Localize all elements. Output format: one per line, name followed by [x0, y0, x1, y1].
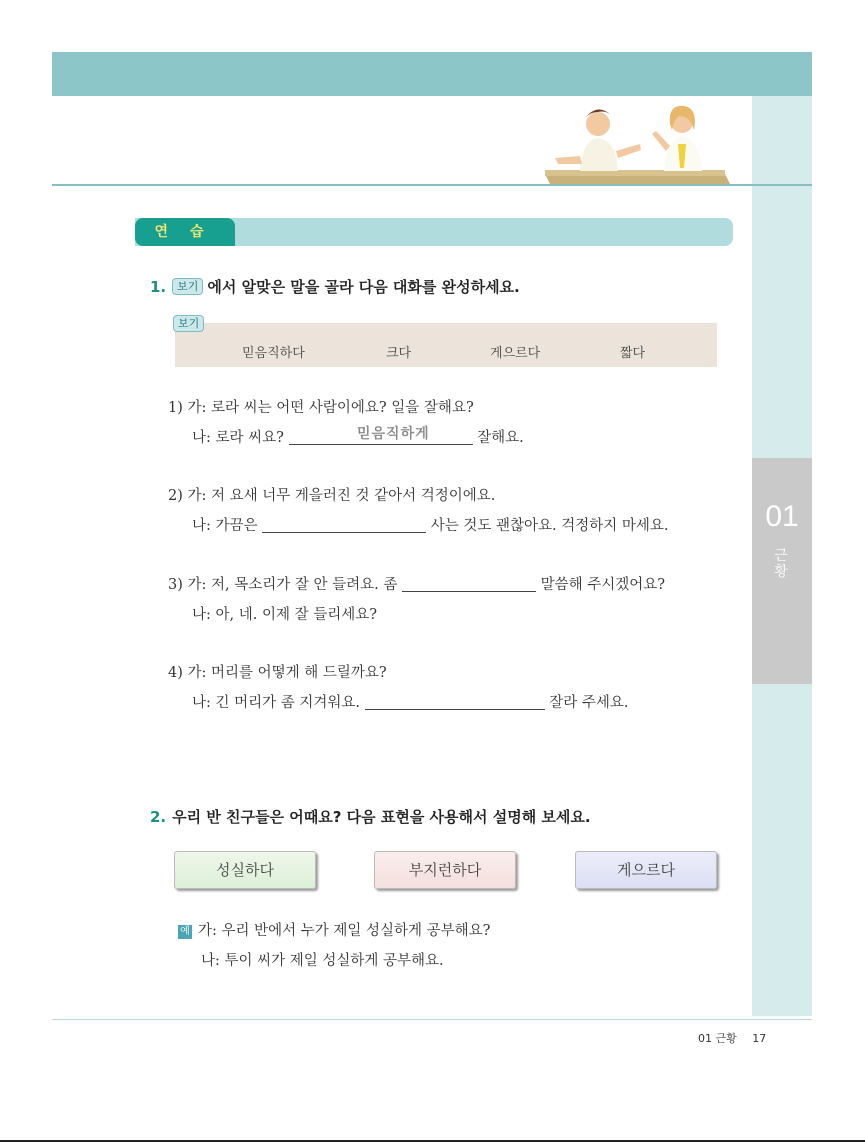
question-instruction: 에서 알맞은 말을 골라 다음 대화를 완성하세요. [207, 278, 520, 296]
expression-card[interactable]: 부지런하다 [374, 851, 516, 889]
speaker-label: 가: [198, 923, 217, 939]
speaker-label: 가: [187, 577, 207, 593]
page-number: 17 [752, 1032, 767, 1045]
example-box-tag-label: 보기 [173, 315, 204, 332]
speaker-label: 가: [187, 488, 207, 504]
conversation-illustration [540, 96, 740, 186]
dialogue-text: 잘해요. [477, 430, 524, 446]
item-number: 1) [168, 400, 183, 416]
dialogue-text: 아, 네. 이제 잘 들리세요? [215, 607, 378, 623]
speaker-label: 가: [187, 665, 207, 681]
example-word: 짧다 [620, 346, 646, 361]
dialogue-line [168, 661, 387, 682]
question-2-title [150, 806, 591, 827]
dialogue-line [192, 514, 669, 535]
dialogue-text: 긴 머리가 좀 지겨워요. [215, 695, 361, 711]
dialogue-text: 머리를 어떻게 해 드릴까요? [211, 665, 387, 681]
speaker-label: 나: [192, 695, 211, 711]
example-dialogue-line [178, 919, 490, 940]
answer-blank[interactable] [262, 518, 426, 533]
dialogue-text: 말씀해 주시겠어요? [540, 577, 666, 593]
answer-blank[interactable] [402, 577, 536, 592]
dialogue-text: 우리 반에서 누가 제일 성실하게 공부해요? [221, 923, 491, 939]
chapter-number: 01 [765, 500, 799, 533]
dialogue-line [168, 396, 474, 417]
question-number: 2. [150, 808, 167, 826]
chapter-name: 근황 [774, 548, 788, 580]
speaker-label: 나: [192, 607, 211, 623]
example-dialogue-line [201, 949, 444, 970]
dialogue-line [192, 603, 377, 624]
dialogue-text: 저 요새 너무 게을러진 것 같아서 걱정이에요. [211, 488, 496, 504]
expression-card[interactable]: 게으르다 [575, 851, 717, 889]
dialogue-text: 로라 씨요? [215, 430, 284, 446]
header-band [52, 52, 812, 96]
example-box-tag [173, 314, 208, 333]
dialogue-text: 가끔은 [215, 518, 258, 534]
dialogue-text: 로라 씨는 어떤 사람이에요? 일을 잘해요? [211, 400, 474, 416]
question-instruction: 우리 반 친구들은 어때요? 다음 표현을 사용해서 설명해 보세요. [172, 808, 591, 826]
dialogue-line [192, 691, 629, 712]
dialogue-text: 투이 씨가 제일 성실하게 공부해요. [224, 953, 444, 969]
dialogue-line [168, 484, 495, 505]
example-tag: 보기 [172, 278, 203, 295]
page-edge-line [0, 1140, 865, 1142]
item-number: 3) [168, 577, 183, 593]
page-footer [698, 1030, 766, 1046]
speaker-label: 가: [187, 400, 207, 416]
dialogue-text: 사는 것도 괜찮아요. 걱정하지 마세요. [430, 518, 669, 534]
example-mark: 예 [178, 925, 192, 939]
question-number: 1. [150, 278, 167, 296]
speaker-label: 나: [192, 430, 211, 446]
example-word: 게으르다 [490, 346, 541, 361]
expression-card[interactable]: 성실하다 [174, 851, 316, 889]
practice-label: 연습 [135, 218, 235, 246]
item-number: 4) [168, 665, 183, 681]
footer-rule [52, 1019, 812, 1020]
speaker-label: 나: [201, 953, 220, 969]
footer-chapter: 01 근황 [698, 1032, 737, 1045]
item-number: 2) [168, 488, 183, 504]
dialogue-line [168, 573, 665, 594]
question-1-title [150, 276, 520, 297]
dialogue-text: 저, 목소리가 잘 안 들려요. 좀 [211, 577, 398, 593]
dialogue-text: 잘라 주세요. [549, 695, 629, 711]
speaker-label: 나: [192, 518, 211, 534]
example-word: 믿음직하다 [242, 346, 305, 361]
handwritten-answer: 믿음직하게 [357, 426, 430, 442]
answer-blank[interactable] [365, 695, 545, 710]
example-word: 크다 [386, 346, 412, 361]
